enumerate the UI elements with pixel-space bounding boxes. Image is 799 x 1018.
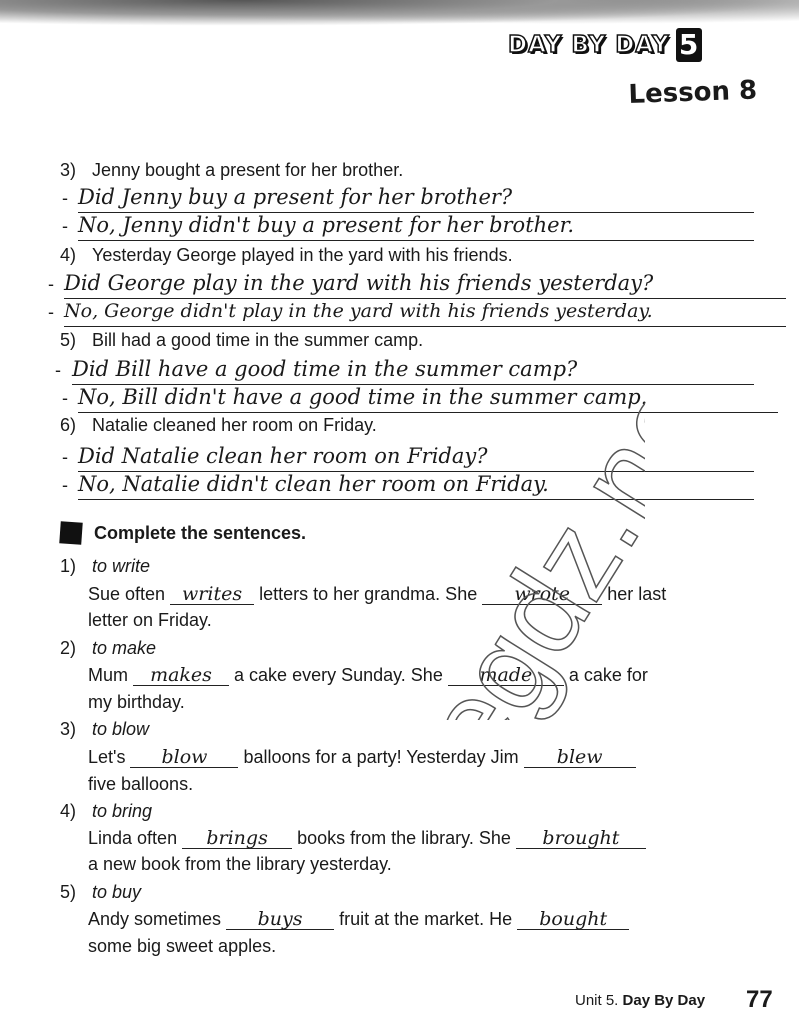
fill-blank[interactable]: buys bbox=[226, 909, 334, 930]
question-5 bbox=[60, 330, 423, 351]
fill-blank[interactable]: brought bbox=[516, 828, 646, 849]
question-4 bbox=[60, 245, 513, 266]
question-number: 6) bbox=[60, 415, 77, 435]
footer-unit: Unit 5. bbox=[575, 992, 619, 1009]
item-number: 2) bbox=[60, 638, 77, 658]
item-2-line-1: Mum makes a cake every Sunday. She made a cake for bbox=[88, 664, 648, 686]
fill-blank[interactable]: makes bbox=[133, 665, 229, 686]
item-number: 5) bbox=[60, 882, 77, 902]
answer-line[interactable]: Did Bill have a good time in the summer camp? bbox=[72, 356, 754, 385]
item-number: 3) bbox=[60, 719, 77, 739]
page-footer bbox=[575, 992, 705, 1009]
item-2-line-2: my birthday. bbox=[88, 692, 185, 712]
fill-blank[interactable]: blew bbox=[524, 747, 636, 768]
item-verb: to write bbox=[92, 556, 151, 576]
item-5-line-2: some big sweet apples. bbox=[88, 936, 277, 956]
unit-title: DAY BY DAY bbox=[508, 32, 670, 58]
top-banner-decoration bbox=[0, 0, 799, 26]
fill-blank[interactable]: brings bbox=[182, 828, 292, 849]
answer-line[interactable]: Did Natalie clean her room on Friday? bbox=[78, 443, 754, 472]
item-3-verb bbox=[60, 719, 149, 740]
item-5-verb bbox=[60, 882, 141, 903]
item-4-line-1: Linda often brings books from the library. She brought bbox=[88, 828, 646, 849]
question-3 bbox=[60, 160, 403, 181]
question-number: 3) bbox=[60, 160, 77, 180]
question-sentence: Bill had a good time in the summer camp. bbox=[92, 330, 424, 350]
question-sentence: Jenny bought a present for her brother. bbox=[92, 160, 404, 180]
exercise-square-icon bbox=[59, 521, 82, 544]
item-number: 1) bbox=[60, 556, 77, 576]
section-header bbox=[60, 522, 306, 544]
item-verb: to blow bbox=[92, 719, 150, 739]
item-5-line-1: Andy sometimes buys fruit at the market. He bought bbox=[88, 909, 629, 930]
fill-blank[interactable]: bought bbox=[517, 909, 629, 930]
answer-line[interactable]: Did George play in the yard with his friends yesterday? bbox=[64, 270, 786, 299]
answer-line[interactable]: No, George didn't play in the yard with his friends yesterday. bbox=[64, 298, 786, 327]
item-number: 4) bbox=[60, 801, 77, 821]
question-number: 4) bbox=[60, 245, 77, 265]
item-4-line-2: a new book from the library yesterday. bbox=[88, 854, 392, 874]
page-number: 77 bbox=[746, 986, 773, 1013]
question-number: 5) bbox=[60, 330, 77, 350]
lesson-title: Lesson 8 bbox=[628, 75, 758, 110]
answer-line[interactable]: No, Natalie didn't clean her room on Friday. bbox=[78, 471, 754, 500]
item-1-line-1: Sue often writes letters to her grandma. She wrote her last bbox=[88, 583, 667, 605]
item-verb: to buy bbox=[92, 882, 142, 902]
question-sentence: Natalie cleaned her room on Friday. bbox=[92, 415, 377, 435]
fill-blank[interactable]: blow bbox=[130, 747, 238, 768]
item-2-verb bbox=[60, 638, 156, 659]
item-verb: to bring bbox=[92, 801, 153, 821]
fill-blank[interactable]: wrote bbox=[482, 584, 602, 605]
watermark-text: egdz.net bbox=[396, 328, 645, 720]
fill-blank[interactable]: writes bbox=[170, 584, 254, 605]
item-1-line-2: letter on Friday. bbox=[88, 610, 212, 630]
item-4-verb bbox=[60, 801, 152, 822]
item-verb: to make bbox=[92, 638, 157, 658]
question-6 bbox=[60, 415, 377, 436]
unit-badge bbox=[508, 26, 702, 64]
question-sentence: Yesterday George played in the yard with his friends. bbox=[92, 245, 513, 265]
unit-number: 5 bbox=[676, 28, 702, 62]
section-title: Complete the sentences. bbox=[94, 522, 307, 543]
answer-line[interactable]: No, Jenny didn't buy a present for her brother. bbox=[78, 212, 754, 241]
fill-blank[interactable]: made bbox=[448, 665, 564, 686]
footer-title: Day By Day bbox=[622, 992, 706, 1009]
item-3-line-2: five balloons. bbox=[88, 774, 194, 794]
answer-line[interactable]: Did Jenny buy a present for her brother? bbox=[78, 184, 754, 213]
item-3-line-1: Let's blow balloons for a party! Yesterday Jim blew bbox=[88, 747, 636, 768]
answer-line[interactable]: No, Bill didn't have a good time in the summer camp. bbox=[78, 384, 778, 413]
item-1-verb bbox=[60, 556, 150, 577]
